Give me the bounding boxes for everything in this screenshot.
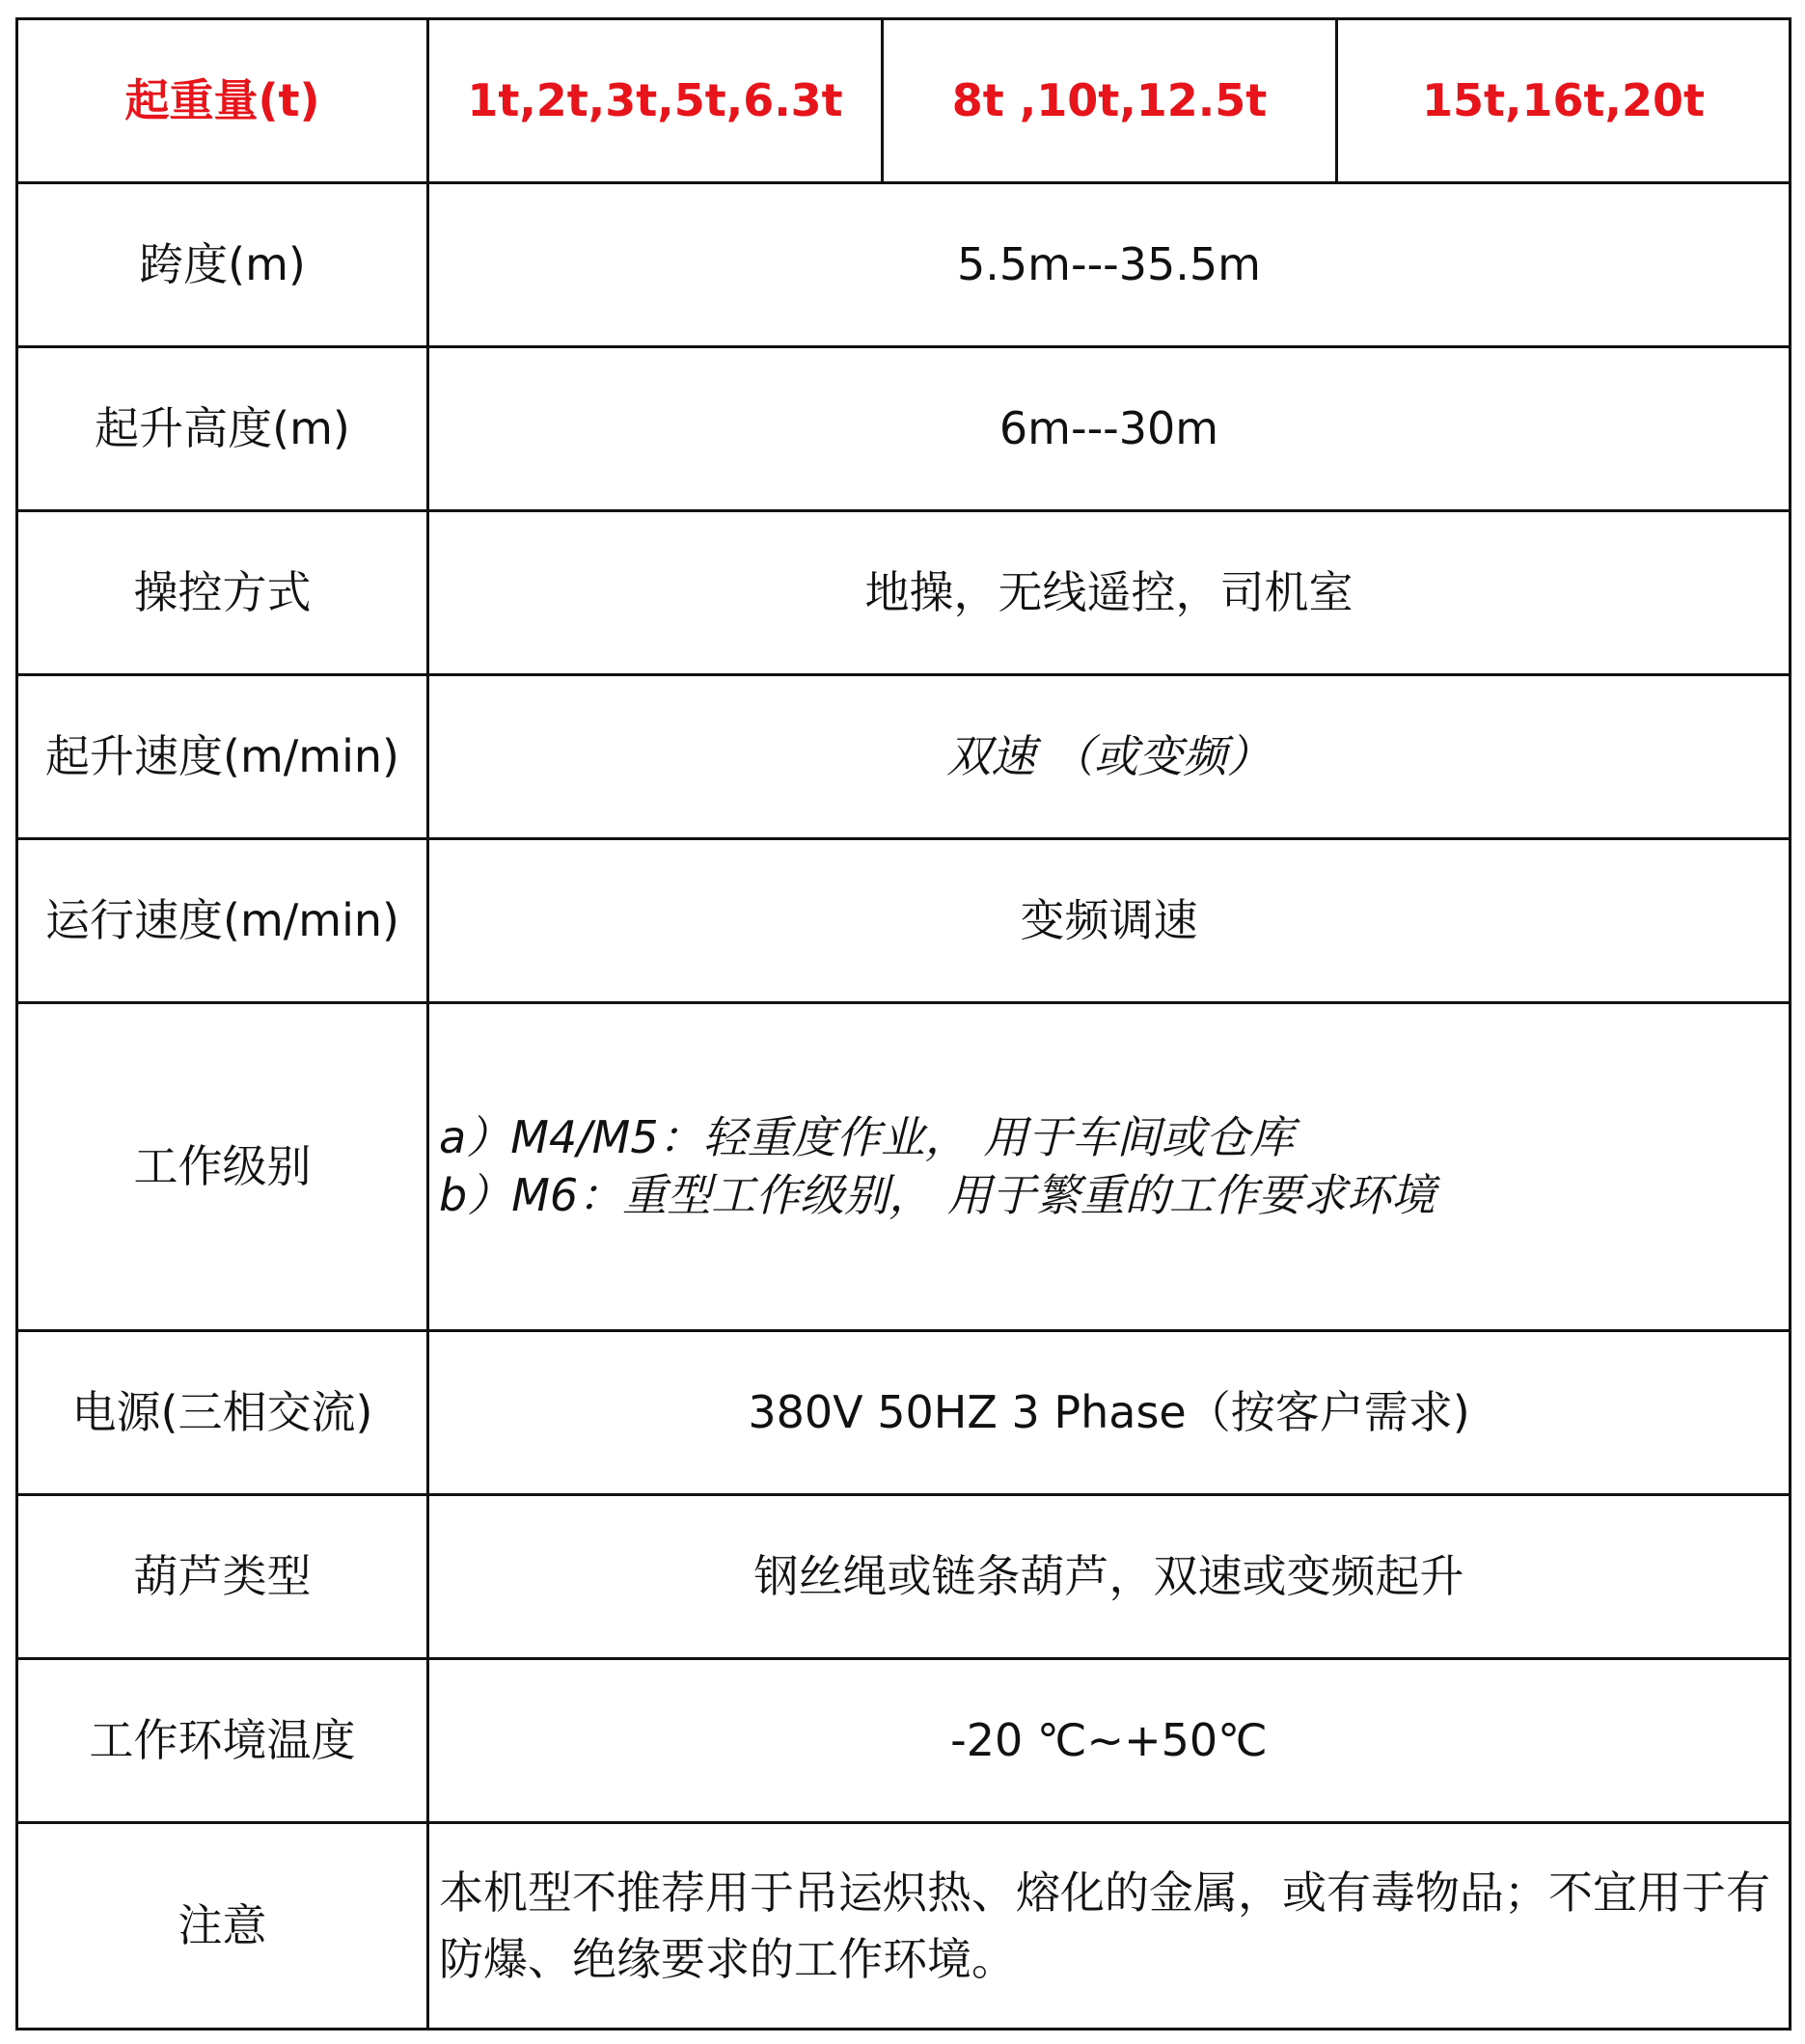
lifting-speed-label: 起升速度(m/min) [17,675,428,839]
table-row [17,1495,1791,1659]
hoist-type-label: 葫芦类型 [17,1495,428,1659]
control-mode-value: 地操，无线遥控，司机室 [428,511,1791,675]
table-row [17,675,1791,839]
work-class-label: 工作级别 [17,1003,428,1331]
travel-speed-label: 运行速度(m/min) [17,839,428,1003]
capacity-value-1: 1t,2t,3t,5t,6.3t [428,19,883,183]
table-row [17,1659,1791,1823]
travel-speed-value: 变频调速 [428,839,1791,1003]
hoist-type-value: 钢丝绳或链条葫芦，双速或变频起升 [428,1495,1791,1659]
lifting-speed-value: 双速 （或变频） [428,675,1791,839]
table-row [17,839,1791,1003]
table-row [17,511,1791,675]
power-supply-label: 电源(三相交流) [17,1331,428,1495]
table-row [17,183,1791,347]
table-row [17,347,1791,511]
note-label: 注意 [17,1823,428,2030]
capacity-value-2: 8t ,10t,12.5t [883,19,1337,183]
work-class-value [428,1003,1791,1331]
table-header-row [17,19,1791,183]
lift-height-value: 6m---30m [428,347,1791,511]
work-class-line-1: a）M4/M5：轻重度作业， 用于车间或仓库 [439,1110,1295,1163]
work-class-line-2: b）M6：重型工作级别， 用于繁重的工作要求环境 [439,1168,1436,1221]
table-row [17,1823,1791,2030]
spec-table [15,17,1791,2030]
power-supply-value: 380V 50HZ 3 Phase（按客户需求) [428,1331,1791,1495]
note-value [428,1823,1791,2030]
capacity-label: 起重量(t) [17,19,428,183]
table-row [17,1003,1791,1331]
control-mode-label: 操控方式 [17,511,428,675]
table-row [17,1331,1791,1495]
span-label: 跨度(m) [17,183,428,347]
lift-height-label: 起升高度(m) [17,347,428,511]
ambient-temp-label: 工作环境温度 [17,1659,428,1823]
span-value: 5.5m---35.5m [428,183,1791,347]
capacity-value-3: 15t,16t,20t [1337,19,1791,183]
note-text: 本机型不推荐用于吊运炽热、熔化的金属，或有毒物品；不宜用于有防爆、绝缘要求的工作环境。 [439,1866,1770,1985]
ambient-temp-value: -20 ℃~+50℃ [428,1659,1791,1823]
